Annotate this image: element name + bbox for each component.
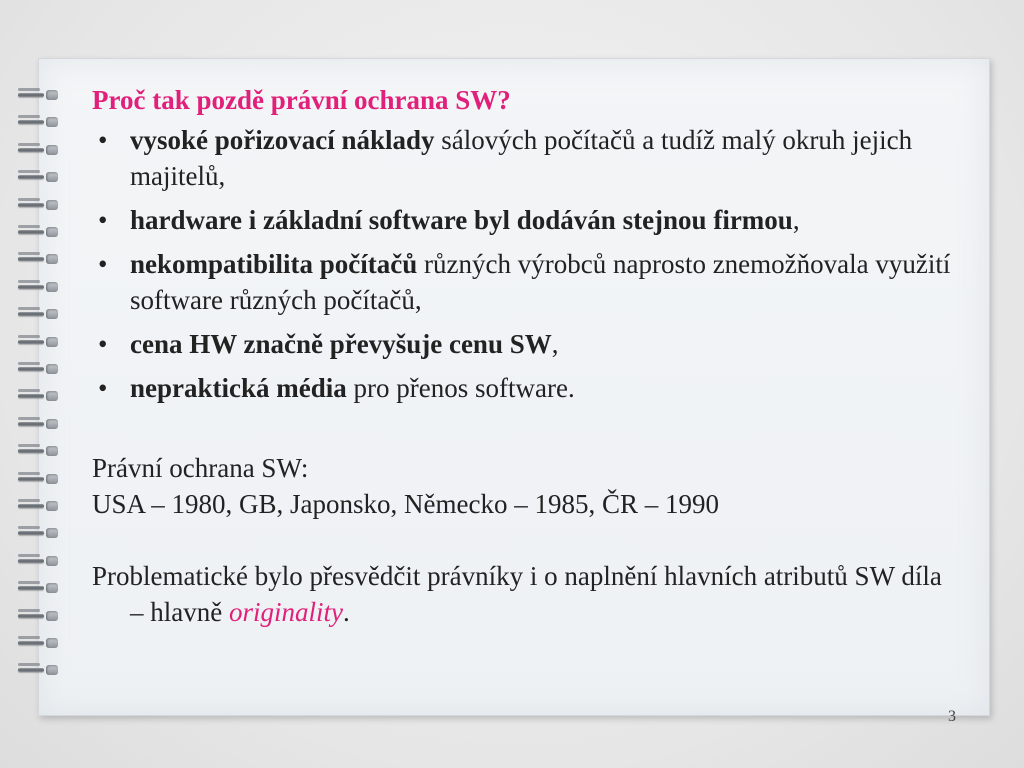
spiral-ring [14, 252, 62, 266]
spiral-ring [14, 444, 62, 458]
list-item [92, 370, 962, 406]
bullet-text: různých výrobců naprosto znemožňovala využití software různých počítačů, [130, 249, 951, 315]
spiral-ring [14, 663, 62, 677]
spiral-ring [14, 609, 62, 623]
list-item [92, 246, 962, 318]
spiral-ring [14, 362, 62, 376]
bullet-icon: • [98, 329, 108, 359]
slide-heading: Proč tak pozdě právní ochrana SW? [92, 85, 511, 115]
bullet-text: pro přenos software. [346, 373, 575, 403]
slide-content [92, 82, 962, 630]
protection-dates: USA – 1980, GB, Japonsko, Německo – 1985, ČR – 1990 [92, 489, 719, 519]
closing-paragraph [92, 558, 962, 630]
bullet-icon: • [98, 249, 108, 279]
closing-text: Problematické bylo přesvědčit právníky i o naplnění hlavních atributů SW díla – hlavně [92, 561, 942, 627]
spiral-ring [14, 636, 62, 650]
list-item [92, 326, 962, 362]
spiral-ring [14, 335, 62, 349]
bullet-bold-text: nekompatibilita počítačů [130, 249, 418, 279]
spiral-ring [14, 225, 62, 239]
page-number: 3 [948, 708, 956, 725]
spiral-ring [14, 170, 62, 184]
spiral-ring [14, 554, 62, 568]
bullet-icon: • [98, 205, 108, 235]
spiral-binding [14, 88, 62, 698]
spiral-ring [14, 417, 62, 431]
list-item [92, 122, 962, 194]
bullet-text: sálových počítačů a tudíž malý okruh jejich majitelů, [130, 125, 913, 191]
spiral-ring [14, 499, 62, 513]
closing-italic-word: originality [228, 597, 343, 627]
reasons-list [92, 122, 962, 406]
spiral-ring [14, 280, 62, 294]
spiral-ring [14, 581, 62, 595]
bullet-text: , [792, 205, 800, 235]
bullet-bold-text: vysoké pořizovací náklady [130, 125, 435, 155]
spiral-ring [14, 88, 62, 102]
bullet-text: , [551, 329, 559, 359]
spiral-ring [14, 115, 62, 129]
spiral-ring [14, 307, 62, 321]
bullet-bold-text: nepraktická média [130, 373, 347, 403]
spacer [92, 414, 962, 450]
spiral-ring [14, 389, 62, 403]
bullet-icon: • [98, 125, 108, 155]
bullet-icon: • [98, 373, 108, 403]
spiral-ring [14, 198, 62, 212]
spacer [92, 522, 962, 558]
list-item [92, 202, 962, 238]
bullet-bold-text: cena HW značně převyšuje cenu SW [130, 329, 552, 359]
closing-end: . [342, 597, 350, 627]
protection-label: Právní ochrana SW: [92, 453, 309, 483]
spiral-ring [14, 472, 62, 486]
spiral-ring [14, 143, 62, 157]
spiral-ring [14, 526, 62, 540]
bullet-bold-text: hardware i základní software byl dodáván stejnou firmou [130, 205, 793, 235]
